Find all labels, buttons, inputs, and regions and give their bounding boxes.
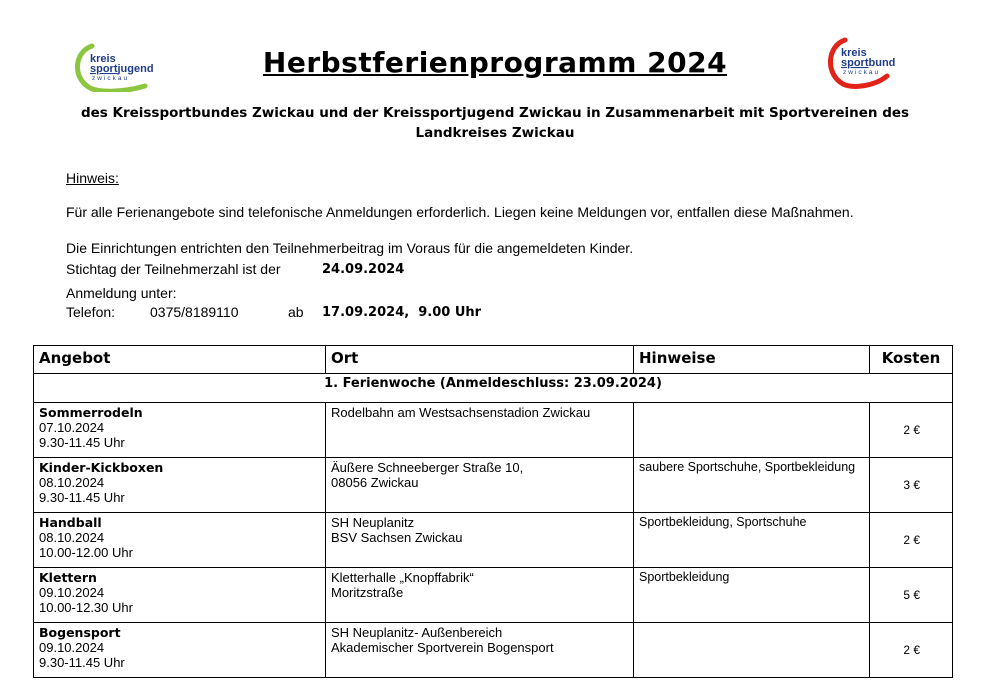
place-line: SH Neuplanitz- Außenbereich bbox=[331, 625, 503, 640]
hint-cell: saubere Sportschuhe, Sportbekleidung bbox=[634, 458, 870, 513]
from-label: ab bbox=[288, 304, 304, 320]
offer-time: 9.30-11.45 Uhr bbox=[39, 490, 125, 505]
svg-text:zwickau: zwickau bbox=[843, 69, 881, 76]
week-heading: 1. Ferienwoche (Anmeldeschluss: 23.09.2024) bbox=[34, 374, 953, 403]
cost-cell: 3 € bbox=[870, 458, 953, 513]
place-line: Kletterhalle „Knopffabrik“ bbox=[331, 570, 474, 585]
cost-cell: 5 € bbox=[870, 568, 953, 623]
cost-cell: 2 € bbox=[870, 513, 953, 568]
offer-time: 10.00-12.30 Uhr bbox=[39, 600, 133, 615]
offer-date: 08.10.2024 bbox=[39, 475, 105, 490]
place-cell bbox=[326, 568, 634, 623]
header-cost: Kosten bbox=[870, 346, 953, 374]
offer-cell bbox=[34, 568, 326, 623]
place-cell bbox=[326, 513, 634, 568]
place-cell bbox=[326, 623, 634, 678]
week-row bbox=[34, 374, 953, 403]
hint-label: Hinweis: bbox=[66, 170, 119, 186]
table-row bbox=[34, 513, 953, 568]
offer-cell bbox=[34, 403, 326, 458]
place-line: SH Neuplanitz bbox=[331, 515, 415, 530]
offer-name: Handball bbox=[39, 515, 102, 530]
phone-label: Telefon: bbox=[66, 304, 116, 320]
phone-line bbox=[66, 304, 886, 322]
place-line: BSV Sachsen Zwickau bbox=[331, 530, 463, 545]
offer-time: 10.00-12.00 Uhr bbox=[39, 545, 133, 560]
hint-paragraph-1: Für alle Ferienangebote sind telefonische Anmeldungen erforderlich. Liegen keine Meldungen vor, entfallen diese Maßnahmen. bbox=[66, 204, 854, 220]
place-line: Moritzstraße bbox=[331, 585, 404, 600]
offer-name: Klettern bbox=[39, 570, 97, 585]
deadline-label: Stichtag der Teilnehmerzahl ist der bbox=[66, 261, 281, 277]
offer-cell bbox=[34, 513, 326, 568]
hint-cell bbox=[634, 623, 870, 678]
header-offer: Angebot bbox=[34, 346, 326, 374]
cost-cell: 2 € bbox=[870, 403, 953, 458]
offer-date: 09.10.2024 bbox=[39, 585, 105, 600]
document-title: Herbstferienprogramm 2024 bbox=[262, 46, 728, 79]
place-line: Äußere Schneeberger Straße 10, bbox=[331, 460, 524, 475]
document-subtitle: des Kreissportbundes Zwickau und der Kreissportjugend Zwickau in Zusammenarbeit mit Sportvereinen des Landkreises Zwickau bbox=[80, 105, 910, 141]
offer-time: 9.30-11.45 Uhr bbox=[39, 655, 125, 670]
svg-text:sportbund: sportbund bbox=[841, 57, 896, 69]
table-row bbox=[34, 458, 953, 513]
cost-cell: 2 € bbox=[870, 623, 953, 678]
hint-cell: Sportbekleidung, Sportschuhe bbox=[634, 513, 870, 568]
place-cell bbox=[326, 403, 634, 458]
svg-text:kreis: kreis bbox=[841, 47, 867, 59]
offer-date: 08.10.2024 bbox=[39, 530, 105, 545]
header-place: Ort bbox=[326, 346, 634, 374]
deadline-line bbox=[66, 261, 886, 278]
hint-paragraph-2: Die Einrichtungen entrichten den Teilnehmerbeitrag im Voraus für die angemeldeten Kinder. bbox=[66, 240, 634, 256]
hint-cell bbox=[634, 403, 870, 458]
place-line: Rodelbahn am Westsachsenstadion Zwickau bbox=[331, 405, 591, 420]
svg-text:kreis: kreis bbox=[90, 53, 116, 65]
svg-text:sportjugend: sportjugend bbox=[90, 63, 154, 75]
phone-number: 0375/8189110 bbox=[150, 304, 239, 320]
table-row bbox=[34, 623, 953, 678]
offer-name: Sommerrodeln bbox=[39, 405, 143, 420]
deadline-date: 24.09.2024 bbox=[322, 262, 405, 277]
offer-cell bbox=[34, 623, 326, 678]
offer-name: Kinder-Kickboxen bbox=[39, 460, 164, 475]
registration-start: 17.09.2024, 9.00 Uhr bbox=[322, 305, 482, 320]
register-label: Anmeldung unter: bbox=[66, 285, 177, 301]
place-cell bbox=[326, 458, 634, 513]
hint-cell: Sportbekleidung bbox=[634, 568, 870, 623]
table-row bbox=[34, 568, 953, 623]
program-table bbox=[33, 345, 953, 678]
offer-date: 09.10.2024 bbox=[39, 640, 105, 655]
offer-cell bbox=[34, 458, 326, 513]
header-hints: Hinweise bbox=[634, 346, 870, 374]
place-line: Akademischer Sportverein Bogensport bbox=[331, 640, 554, 655]
offer-name: Bogensport bbox=[39, 625, 121, 640]
place-line: 08056 Zwickau bbox=[331, 475, 419, 490]
offer-time: 9.30-11.45 Uhr bbox=[39, 435, 125, 450]
table-header-row bbox=[34, 346, 953, 374]
table-row bbox=[34, 403, 953, 458]
offer-date: 07.10.2024 bbox=[39, 420, 105, 435]
svg-text:zwickau: zwickau bbox=[92, 75, 130, 82]
